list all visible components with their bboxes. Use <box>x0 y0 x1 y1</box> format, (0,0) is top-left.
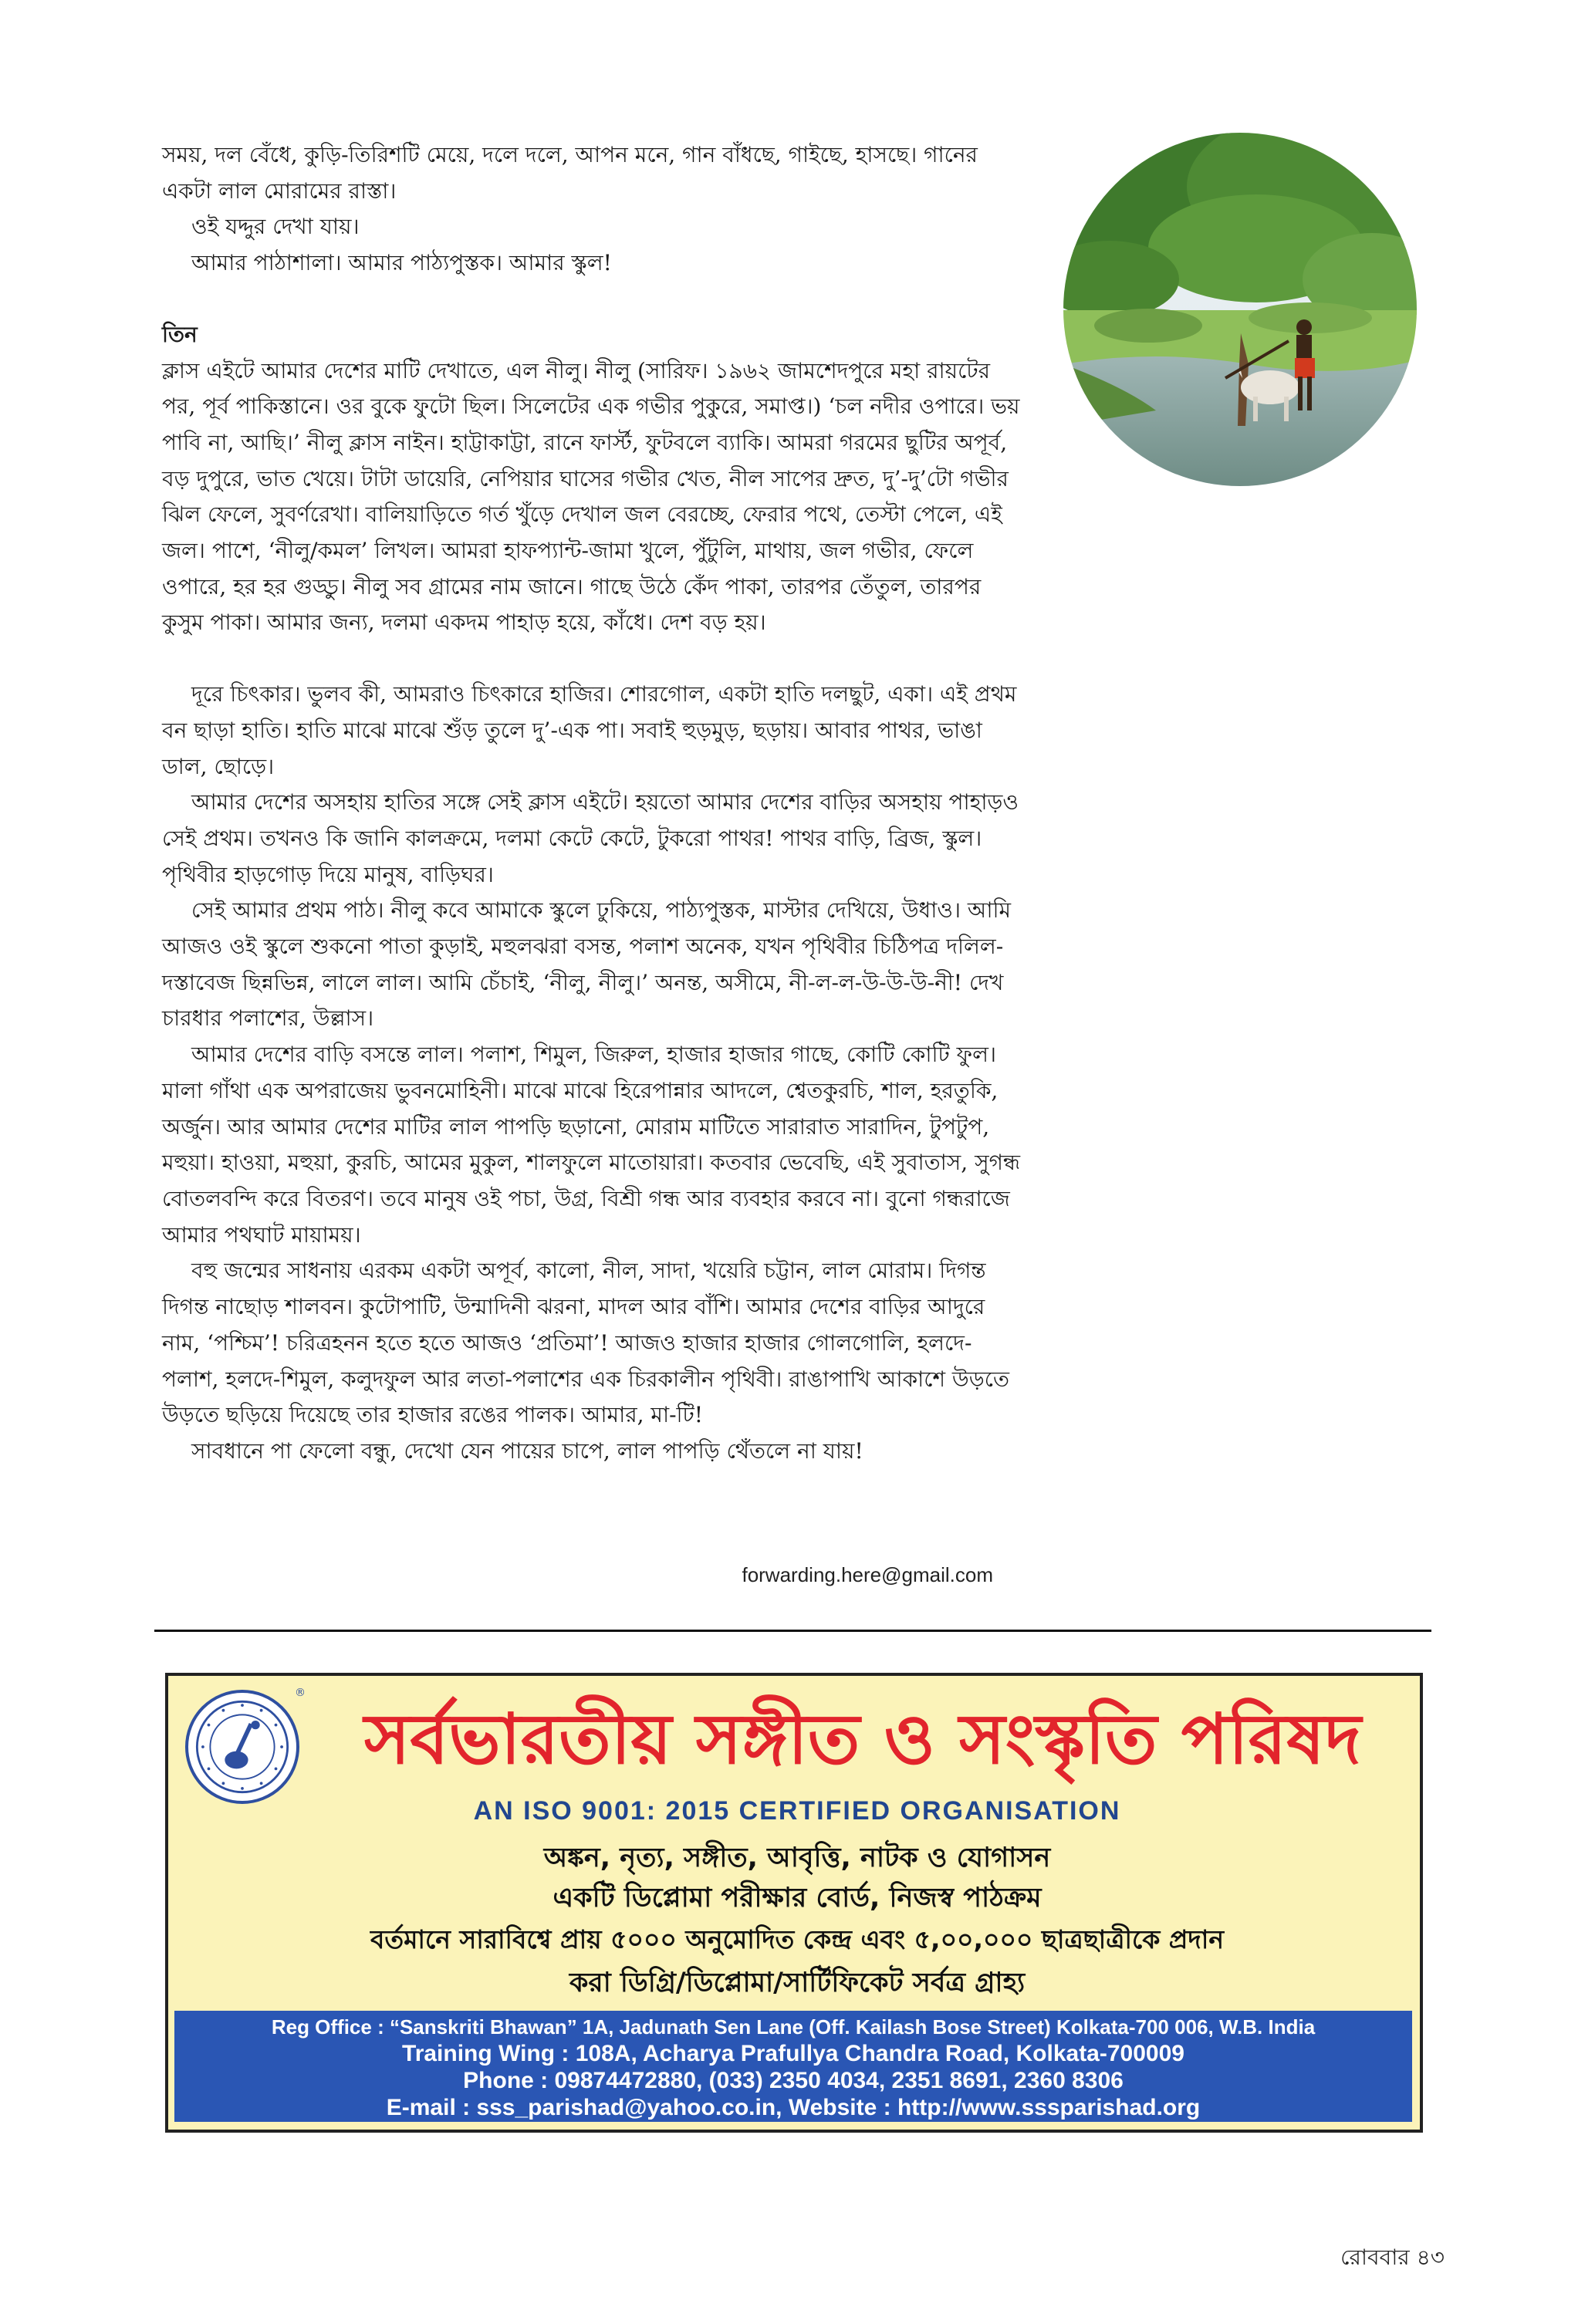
ad-line-centres: বর্তমানে সারাবিশ্বে প্রায় ৫০০০ অনুমোদিত কেন্দ্র এবং ৫,০০,০০০ ছাত্রছাত্রীকে প্রদান <box>370 1924 1225 1954</box>
organisation-seal-icon <box>185 1690 299 1804</box>
section-divider <box>154 1630 1431 1632</box>
paragraph-spacer <box>162 641 1022 677</box>
author-email: forwarding.here@gmail.com <box>742 1563 993 1586</box>
registered-mark: ® <box>295 1687 306 1699</box>
article-paragraph: বহু জন্মের সাধনায় এরকম একটা অপূর্ব, কালো, নীল, সাদা, খয়েরি চট্টান, লাল মোরাম। দিগন্ত দিগন্ত নাছোড় শালবন। কুটোপাটি, উন্মাদিনী ঝরনা, মাদল আর বাঁশি। আমার দেশের বাড়ির আদুরে নাম, ‘পশ্চিম’! চরিত্রহনন হতে হতে আজও ‘প্রতিমা’! আজও হাজার হাজার গোলগোলি, হলদে-পলাশ, হলদে-শিমুল, কলুদফুল আর লতা-পলাশের এক চিরকালীন পৃথিবী। রাঙাপাখি আকাশে উড়তে উড়তে ছড়িয়ে দিয়েছে তার হাজার রঙের পালক। আমার, মা-টি! <box>162 1258 1009 1428</box>
ad-line-subjects: অঙ্কন, নৃত্য, সঙ্গীত, আবৃত্তি, নাটক ও যোগাসন <box>543 1843 1051 1873</box>
ad-line-board: একটি ডিপ্লোমা পরীক্ষার বোর্ড, নিজস্ব পাঠক্রম <box>553 1883 1042 1914</box>
training-wing: Training Wing : 108A, Acharya Prafullya Chandra Road, Kolkata-700009 <box>402 2041 1184 2066</box>
iso-certification: AN ISO 9001: 2015 CERTIFIED ORGANISATION <box>473 1796 1121 1826</box>
article-body <box>162 137 1022 1470</box>
paragraph-spacer <box>162 282 1022 317</box>
ad-line-recognition: করা ডিগ্রি/ডিপ্লোমা/সার্টিফিকেট সর্বত্র গ্রাহ্য <box>569 1968 1026 1998</box>
article-paragraph: আমার পাঠাশালা। আমার পাঠ্যপুস্তক। আমার স্কুল! <box>191 250 612 276</box>
article-paragraph: সেই আমার প্রথম পাঠ। নীলু কবে আমাকে স্কুলে ঢুকিয়ে, পাঠ্যপুস্তক, মাস্টার দেখিয়ে, উধাও। আমি আজও ওই স্কুলে শুকনো পাতা কুড়াই, মহুলঝরা বসন্ত, পলাশ অনেক, যখন পৃথিবীর চিঠিপত্র দলিল-দস্তাবেজ ছিন্নভিন্ন, লালে লাল। আমি চেঁচাই, ‘নীলু, নীলু।’ অনন্ত, অসীমে, নী-ল-ল-উ-উ-উ-নী! দেখ চারধার পলাশের, উল্লাস। <box>162 897 1012 1032</box>
article-paragraph: দূরে চিৎকার। ভুলব কী, আমরাও চিৎকারে হাজির। শোরগোল, একটা হাতি দলছুট, একা। এই প্রথম বন ছাড়া হাতি। হাতি মাঝে মাঝে শুঁড় তুলে দু’-এক পা। সবাই হুড়মুড়, ছড়ায়। আবার পাথর, ভাঙা ডাল, ছোড়ে। <box>162 681 1017 779</box>
contact-band <box>174 2011 1412 2122</box>
phone-numbers: Phone : 09874472880, (033) 2350 4034, 2351 8691, 2360 8306 <box>463 2068 1124 2093</box>
article-paragraph: আমার দেশের অসহায় হাতির সঙ্গে সেই ক্লাস এইটে। হয়তো আমার দেশের বাড়ির অসহায় পাহাড়ও সেই প্রথম। তখনও কি জানি কালক্রমে, দলমা কেটে কেটে, টুকরো পাথর! পাথর বাড়ি, ব্রিজ, স্কুল। পৃথিবীর হাড়গোড় দিয়ে মানুষ, বাড়িঘর। <box>162 789 1019 887</box>
organisation-title: সর্বভারতীয় সঙ্গীত ও সংস্কৃতি পরিষদ <box>363 1699 1362 1780</box>
article-paragraph: সময়, দল বেঁধে, কুড়ি-তিরিশটি মেয়ে, দলে দলে, আপন মনে, গান বাঁধছে, গাইছে, হাসছে। গানের একটা লাল মোরামের রাস্তা। <box>162 142 978 204</box>
article-paragraph: সাবধানে পা ফেলো বন্ধু, দেখো যেন পায়ের চাপে, লাল পাপড়ি থেঁতলে না যায়! <box>191 1437 863 1464</box>
email-website: E-mail : sss_parishad@yahoo.co.in, Website : http://www.sssparishad.org <box>386 2095 1201 2120</box>
advertisement-box <box>165 1673 1423 2133</box>
article-paragraph: আমার দেশের বাড়ি বসন্তে লাল। পলাশ, শিমুল, জিরুল, হাজার হাজার গাছে, কোটি কোটি ফুল। মালা গাঁথা এক অপরাজেয় ভুবনমোহিনী। মাঝে মাঝে হিরেপান্নার আদলে, শ্বেতকুরচি, শাল, হরতুকি, অর্জুন। আর আমার দেশের মাটির লাল পাপড়ি ছড়ানো, মোরাম মাটিতে সারারাত সারাদিন, টুপটুপ, মহুয়া। হাওয়া, মহুয়া, কুরচি, আমের মুকুল, শালফুলে মাতোয়ারা। কতবার ভেবেছি, এই সুবাতাস, সুগন্ধ বোতলবন্দি করে বিতরণ। তবে মানুষ ওই পচা, উগ্র, বিশ্রী গন্ধ আর ব্যবহার করবে না। বুনো গন্ধরাজে আমার পথঘাট মায়াময়। <box>162 1042 1021 1248</box>
page-folio: রোববার ৪৩ <box>1340 2245 1445 2270</box>
reg-office: Reg Office : “Sanskriti Bhawan” 1A, Jadunath Sen Lane (Off. Kailash Bose Street) Kolkata-700 006, W.B. India <box>271 2015 1316 2039</box>
section-heading: তিন <box>162 321 198 347</box>
article-paragraph: ক্লাস এইটে আমার দেশের মাটি দেখাতে, এল নীলু। নীলু (সারিফ। ১৯৬২ জামশেদপুরে মহা রায়টের পর, পূর্ব পাকিস্তানে। ওর বুকে ফুটো ছিল। সিলেটের এক গভীর পুকুরে, সমাপ্ত।) ‘চল নদীর ওপারে। ভয় পাবি না, আছি।’ নীলু ক্লাস নাইন। হাট্টাকাট্টা, রানে ফার্স্ট, ফুটবলে ব্যাকি। আমরা গরমের ছুটির অপূর্ব, বড় দুপুরে, ভাত খেয়ে। টাটা ডায়েরি, নেপিয়ার ঘাসের গভীর খেত, নীল সাপের দ্রুত, দু’-দু’টো গভীর ঝিল ফেলে, সুবর্ণরেখা। বালিয়াড়িতে গর্ত খুঁড়ে দেখাল জল বেরচ্ছে, ফেরার পথে, তেস্টা পেলে, এই জল। পাশে, ‘নীলু/কমল’ লিখল। আমরা হাফপ্যান্ট-জামা খুলে, পুঁটুলি, মাথায়, জল গভীর, ফেলে ওপারে, হর হর গুড্ডু। নীলু সব গ্রামের নাম জানে। গাছে উঠে কেঁদ পাকা, তারপর তেঁতুল, তারপর কুসুম পাকা। আমার জন্য, দলমা একদম পাহাড় হয়ে, কাঁধে। দেশ বড় হয়। <box>162 357 1020 636</box>
article-paragraph: ওই যদ্দুর দেখা যায়। <box>191 214 360 240</box>
village-scene-image <box>1063 133 1417 486</box>
